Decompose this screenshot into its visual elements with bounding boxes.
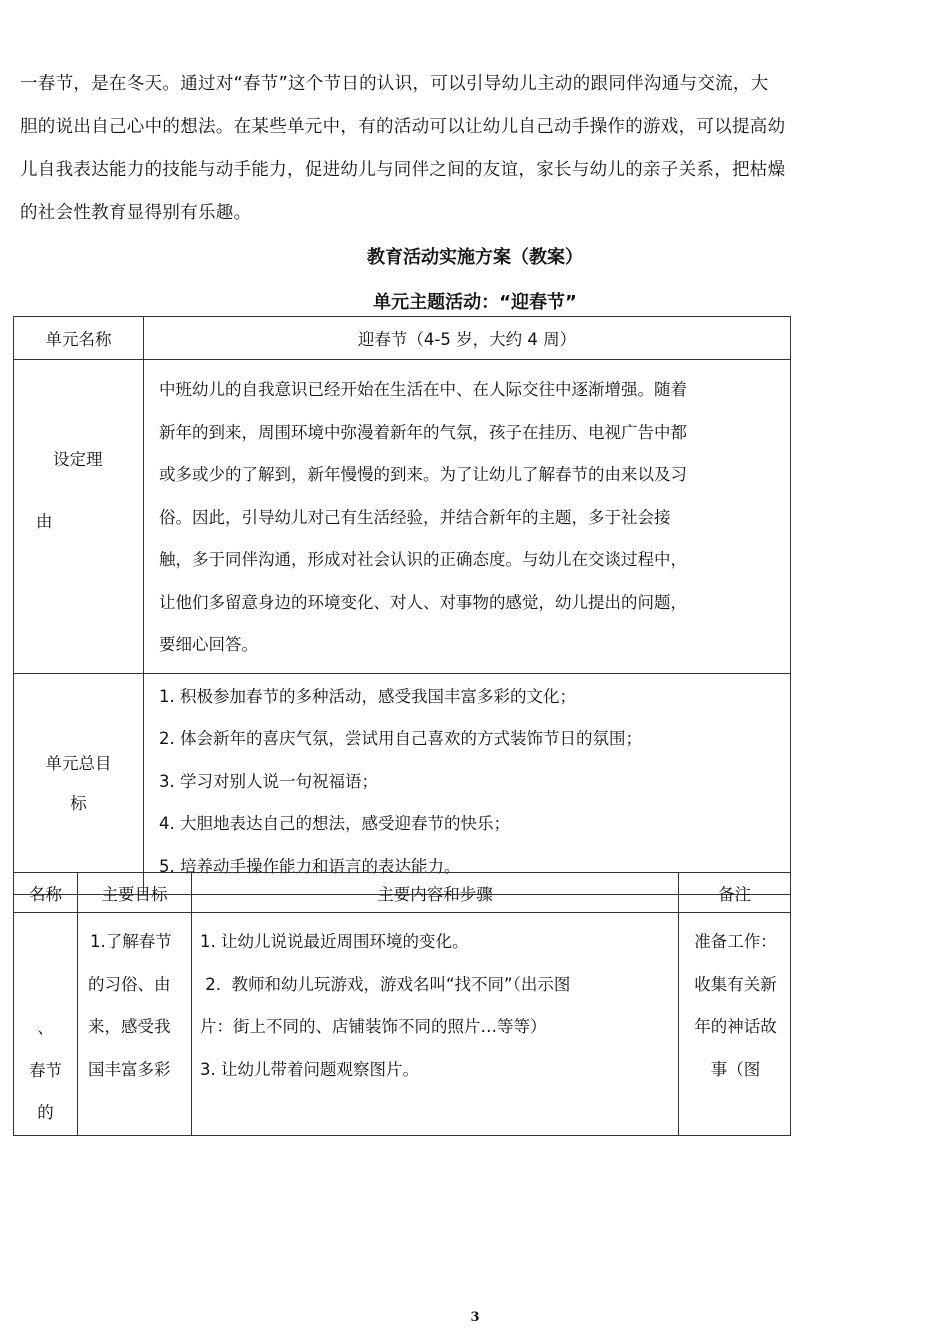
activity-step-line: 1. 让幼儿说说最近周围环境的变化。: [200, 932, 469, 951]
activity-name-line: 的: [37, 1103, 54, 1122]
reason-line: 要细心回答。: [159, 635, 258, 654]
unit-name-label: 单元名称: [14, 317, 144, 360]
unit-theme-title: 单元主题活动：“迎春节”: [373, 292, 577, 313]
intro-paragraph: [20, 63, 860, 235]
header-name: 名称: [14, 873, 78, 913]
activity-note-line: 准备工作：: [694, 932, 777, 951]
goal-item: 1. 积极参加春节的多种活动，感受我国丰富多彩的文化；: [159, 686, 576, 706]
goal-item: 5. 培养动手操作能力和语言的表达能力。: [159, 856, 461, 876]
intro-line: 儿自我表达能力的技能与动手能力，促进幼儿与同伴之间的友谊，家长与幼儿的亲子关系，把枯燥: [20, 160, 786, 180]
reason-label: [14, 360, 144, 674]
goal-label-line: 单元总目: [45, 753, 112, 773]
goal-item: 3. 学习对别人说一句祝福语；: [159, 771, 378, 791]
page-number: 3: [470, 1310, 480, 1325]
activity-goal-line: 的习俗、由: [88, 974, 171, 994]
unit-name-value: 迎春节（4-5 岁，大约 4 周）: [144, 317, 791, 360]
activity-goal-line: 来，感受我: [88, 1017, 171, 1036]
goal-list: [144, 673, 791, 895]
unit-table: [13, 316, 791, 895]
reason-line: 触，多于同伴沟通，形成对社会认识的正确态度。与幼儿在交谈过程中，: [159, 550, 687, 569]
reason-line: 俗。因此，引导幼儿对己有生活经验，并结合新年的主题，多于社会接: [159, 507, 671, 527]
goal-label: [14, 673, 144, 895]
reason-label-line: 设定理: [53, 450, 103, 470]
activity-name-line: 、: [37, 1018, 54, 1037]
document-title: 教育活动实施方案（教案）: [367, 247, 583, 268]
activity-note-line: 年的神话故: [694, 1017, 777, 1036]
activity-step-line: 2. 教师和幼儿玩游戏，游戏名叫“找不同”（出示图: [200, 974, 571, 994]
intro-line: 一春节，是在冬天。通过对“春节”这个节日的认识，可以引导幼儿主动的跟同伴沟通与交流，大: [20, 74, 769, 94]
activity-note-line: 收集有关新: [694, 974, 777, 994]
activity-steps-cell: [192, 913, 679, 1136]
reason-text: [144, 360, 791, 674]
reason-line: 让他们多留意身边的环境变化、对人、对事物的感觉，幼儿提出的问题，: [159, 592, 687, 612]
intro-line: 的社会性教育显得别有乐趣。: [20, 203, 252, 223]
reason-line: 中班幼儿的自我意识已经开始在生活在中、在人际交往中逐渐增强。随着: [159, 380, 687, 399]
header-steps: 主要内容和步骤: [192, 873, 679, 913]
activity-name-cell: [14, 913, 78, 1136]
activity-goal-line: 1.了解春节: [90, 932, 172, 951]
reason-line: 新年的到来，周围环境中弥漫着新年的气氛，孩子在挂历、电视广告中都: [159, 422, 687, 442]
header-notes: 备注: [679, 873, 791, 913]
activity-notes-cell: [679, 913, 791, 1136]
goal-label-line: 标: [70, 793, 87, 813]
activity-step-line: 片：街上不同的、店铺装饰不同的照片…等等）: [200, 1017, 547, 1036]
header-goal: 主要目标: [78, 873, 192, 913]
activity-plan-table: [13, 872, 791, 1136]
activity-step-line: 3. 让幼儿带着问题观察图片。: [200, 1059, 419, 1079]
goal-item: 2. 体会新年的喜庆气氛，尝试用自己喜欢的方式装饰节日的氛围；: [159, 729, 642, 748]
activity-goal-line: 国丰富多彩: [88, 1059, 171, 1079]
activity-goal-cell: [78, 913, 192, 1136]
reason-line: 或多或少的了解到，新年慢慢的到来。为了让幼儿了解春节的由来以及习: [159, 465, 687, 484]
reason-label-line: 由: [36, 512, 53, 532]
activity-note-line: 事（图: [710, 1059, 761, 1079]
activity-name-line: 春节: [29, 1060, 62, 1080]
goal-item: 4. 大胆地表达自己的想法，感受迎春节的快乐；: [159, 814, 510, 833]
intro-line: 胆的说出自己心中的想法。在某些单元中，有的活动可以让幼儿自己动手操作的游戏，可以提高幼: [20, 117, 786, 137]
